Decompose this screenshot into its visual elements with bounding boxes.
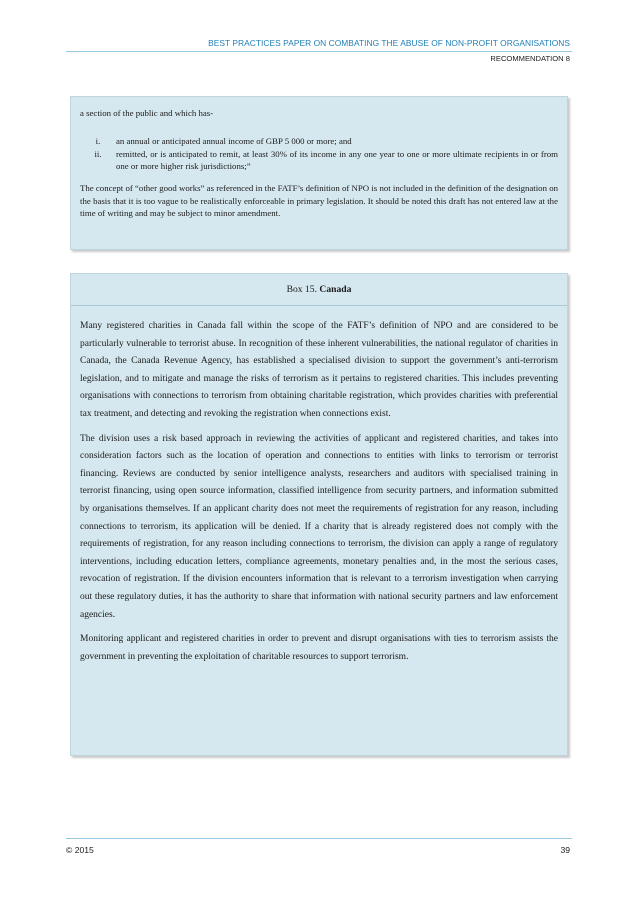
- list-item: [80, 135, 558, 148]
- page-number: 39: [560, 845, 570, 855]
- list-item-number: i.: [95, 136, 101, 146]
- list-item-text: an annual or anticipated annual income of GBP 5 000 or more; and: [116, 136, 352, 146]
- body-paragraph: The division uses a risk based approach in reviewing the activities of applicant and registered charities, and takes into consideration factors such as the location of operation and connections to entities with links to terrorism or terrorist financing. Reviews are conducted by senior intelligence analysts, researchers and auditors with specialised training in terrorist financing, using open source information, classified intelligence from security partners, and information submitted by organisations themselves. If an applicant charity does not meet the requirements of registration for any reason, including connections to terrorism, its application will be denied. If a charity that is already registered does not comply with the requirements of registration, for any reason including connections to terrorism, the division can apply a range of regulatory interventions, including education letters, compliance agreements, monetary penalties and, in the most the serious cases, revocation of registration. If the division encounters information that is relevant to a terrorism investigation when carrying out these regulatory duties, it has the authority to share that information with national security partners and law enforcement agencies.: [80, 433, 558, 620]
- header-divider: [66, 51, 572, 52]
- body-paragraph: Many registered charities in Canada fall within the scope of the FATF’s definition of NPO and are considered to be particularly vulnerable to terrorist abuse. In recognition of these inherent vulnerabilities, the national regulator of charities in Canada, the Canada Revenue Agency, has established a specialised division to support the government’s anti-terrorism legislation, and to mitigate and manage the risks of terrorism as it pertains to registered charities. This includes preventing organisations with connections to terrorism from obtaining charitable registration, which provides charities with preferential tax treatment, and detecting and revoking the registration when connections exist.: [80, 321, 558, 419]
- list-item: [80, 148, 558, 173]
- box-heading: [71, 274, 567, 306]
- continued-text-box: [70, 96, 568, 250]
- list-item-text: remitted, or is anticipated to remit, at least 30% of its income in any one year to one or more ultimate recipients in or from one or more higher risk jurisdictions;”: [116, 148, 558, 172]
- box-body: [80, 318, 558, 673]
- copyright-text: © 2015: [66, 845, 94, 855]
- canada-box: [70, 273, 568, 756]
- box-intro-text: a section of the public and which has-: [80, 108, 214, 118]
- body-paragraph: Monitoring applicant and registered charities in order to prevent and disrupt organisations with ties to terrorism assists the government in preventing the exploitation of charitable resources to support terrorism.: [80, 634, 558, 662]
- running-header-title: BEST PRACTICES PAPER ON COMBATING THE ABUSE OF NON-PROFIT ORGANISATIONS: [208, 38, 570, 48]
- criteria-list: [80, 135, 558, 173]
- box-label: Box 15.: [286, 284, 317, 295]
- list-item-number: ii.: [94, 148, 102, 159]
- box-country: Canada: [319, 284, 352, 295]
- running-header-subtitle: RECOMMENDATION 8: [490, 54, 570, 63]
- concept-paragraph: The concept of “other good works” as referenced in the FATF’s definition of NPO is not included in the definition of the designation on the basis that it is too vague to be realistically enforceable in primary legislation. It should be noted this draft has not entered law at the time of writing and may be subject to minor amendment.: [80, 183, 558, 219]
- footer-divider: [66, 838, 572, 839]
